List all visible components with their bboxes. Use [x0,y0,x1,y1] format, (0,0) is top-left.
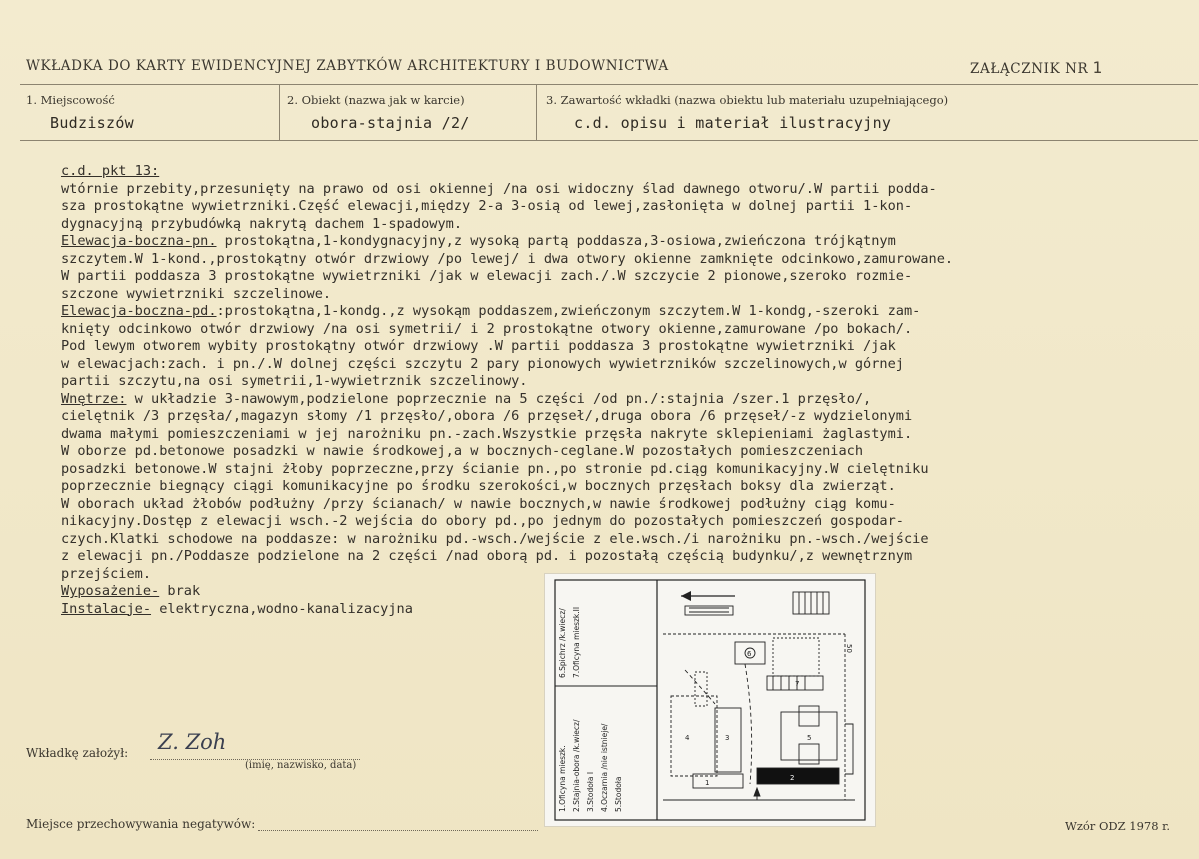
building-numbers [685,650,811,787]
field-content-label: 3. Zawartość wkładki (nazwa obiektu lub materiału uzupełniającego) [546,93,949,107]
section-label: Elewacja-boczna-pd. [61,303,217,319]
legend [558,607,623,812]
building-number: 5 [807,734,812,742]
form-title: WKŁADKA DO KARTY EWIDENCYJNEJ ZABYTKÓW ARCHITEKTURY I BUDOWNICTWA [26,58,669,74]
section-label: Wyposażenie- [61,583,160,599]
building-number: 6 [747,650,752,658]
description-line: W oborze pd.betonowe posadzki w nawie środkowej,a w bocznych-ceglane.W pozostałych pomieszczeniach [61,443,864,459]
description-line: posadzki betonowe.W stajni żłoby poprzeczne,przy ścianie pn.,po stronie pd.ciąg komunikacyjny.W cielętniku [61,460,929,477]
legend-item: 6.Spichrz /k.wiecz/ [558,608,567,678]
attachment-number [970,58,1103,77]
field-object-value: obora-stajnia /2/ [311,114,470,132]
section-label: Elewacja-boczna-pn. [61,233,217,249]
field-divider-1 [279,84,280,140]
description-line: dwama małymi pomieszczeniami w jej narożniku pn.-zach.Wszystkie przęsła nakryte sklepieniami żaglastymi. [61,425,913,442]
description-line: sza prostokątne wywietrzniki.Część elewacji,między 2-a 3-osią od lewej,zasłonięta w dolnej partii 1-kon- [61,198,913,214]
section-text: elektryczna,wodno-kanalizacyjna [151,600,413,617]
signature: Z. Zoh [158,730,227,754]
negatives-location-line [258,830,538,831]
section-south-elevation [61,303,1191,321]
fields-rule [20,140,1198,141]
field-divider-2 [536,84,537,140]
building-number: 4 [685,734,690,742]
description-text [61,163,1191,618]
description-line: W oborach układ żłobów podłużny /przy ścianach/ w nawie bocznych,w nawie środkowej podłużny ciąg komu- [61,495,896,512]
field-locality-value: Budziszów [50,114,134,132]
section-label: Instalacje- [61,600,152,617]
section-text: :prostokątna,1-kondg.,z wysokąm poddaszem,zwieńczonym szczytem.W 1-kondg,-szeroki zam- [216,303,921,319]
description-line: W partii poddasza 3 prostokątne wywietrzniki /jak w elewacji zach./.W szczycie 2 pionowe,szeroko rozmie- [61,268,913,284]
description-line: czych.Klatki schodowe na poddasze: w narożniku pd.-wsch./wejście z ele.wsch./i narożniku pn.-wsch./wejście [61,530,929,547]
description-line: knięty odcinkowo otwór drzwiowy /na osi symetrii/ i 2 prostokątne otwory okienne,zamurowane /po bokach/. [61,320,913,337]
barn-sketch-icon [685,606,733,615]
legend-item: 4.Oczarnia /nie istnieje/ [600,723,609,812]
building-number: 7 [795,680,800,688]
attachment-number-value: 1 [1092,58,1103,77]
description-line: z elewacji pn./Poddasze podzielone na 2 części /nad oborą pd. i pozostałą częścią budynku/,z wewnętrznym [61,548,913,564]
scale-label: 50 [845,644,853,653]
north-arrow-icon [681,591,735,601]
section-text: w układzie 3-nawowym,podzielone poprzecznie na 5 części /od pn./:stajnia /szer.1 przęsło/, [126,390,872,407]
description-line: w elewacjach:zach. i pn./.W dolnej części szczytu 2 pary pionowych wywietrzników szczelinowych,w górnej [61,355,904,372]
description-line: nikacyjny.Dostęp z elewacji wsch.-2 wejścia do obory pd.,po jednym do pozostałych pomieszczeń gospodar- [61,513,904,529]
attachment-label: ZAŁĄCZNIK NR [970,61,1089,77]
legend-item: 2.Stajnia-obora /k.wiecz/ [572,719,581,812]
prepared-by-caption: (imię, nazwisko, data) [245,760,357,771]
field-locality-label: 1. Miejscowość [26,93,115,107]
description-line: poprzecznie biegnący ciągi komunikacyjne po środku szerokości,w bocznych przęsłach boksy dla zwierząt. [61,478,896,494]
legend-item: 1.Oficyna mieszk. [558,745,567,812]
prepared-by-label: Wkładkę założył: [26,746,129,760]
description-line: przejściem. [61,565,152,582]
description-line: dygnacyjną przybudówką nakrytą dachem 1-spadowym. [61,215,463,232]
building-4 [671,696,717,776]
building-number: 2 [790,774,795,782]
legend-item: 7.Oficyna mieszk.II [572,606,581,678]
building-2 [757,768,839,784]
section-label: Wnętrze: [61,390,127,407]
building-number: 1 [705,779,710,787]
section-text: prostokątna,1-kondygnacyjny,z wysoką partą poddasza,3-osiowa,zwieńczona trójkątnym [216,233,896,249]
granary-sketch-icon [793,592,829,614]
description-line: szczytem.W 1-kond.,prostokątny otwór drzwiowy /po lewej/ i dwa otwory okienne zamknięte odcinkowo,zamurowane. [61,250,954,267]
header-rule [20,84,1198,85]
form-id: Wzór ODZ 1978 r. [1065,819,1171,833]
description-line: partii szczytu,na osi symetrii,1-wywietrznik szczelinowy. [61,373,528,389]
legend-item: 5.Stodoła [614,776,623,812]
field-object-label: 2. Obiekt (nazwa jak w karcie) [287,93,465,107]
legend-item: 3.Stodoła I [586,771,595,812]
description-line: szczone wywietrzniki szczelinowe. [61,285,332,302]
field-content-value: c.d. opisu i materiał ilustracyjny [574,114,892,132]
site-plan-illustration [545,574,875,826]
description-line: cielętnik /3 przęsła/,magazyn słomy /1 przęsło/,obora /6 przęseł/,druga obora /6 przęseł/-z wydzielonymi [61,408,913,424]
description-heading: c.d. pkt 13: [61,163,160,179]
section-text: brak [159,583,201,599]
building-number: 3 [725,734,730,742]
description-line: wtórnie przebity,przesunięty na prawo od osi okiennej /na osi widoczny ślad dawnego otworu/.W partii podda- [61,180,937,197]
site-plan [663,634,855,800]
negatives-location-label: Miejsce przechowywania negatywów: [26,817,256,831]
site-plan-drawing [545,574,875,826]
section-interior [61,391,1191,409]
section-north-elevation [61,233,1191,251]
description-line: Pod lewym otworem wybity prostokątny otwór drzwiowy .W partii poddasza 3 prostokątne wywietrzniki /jak [61,338,896,354]
